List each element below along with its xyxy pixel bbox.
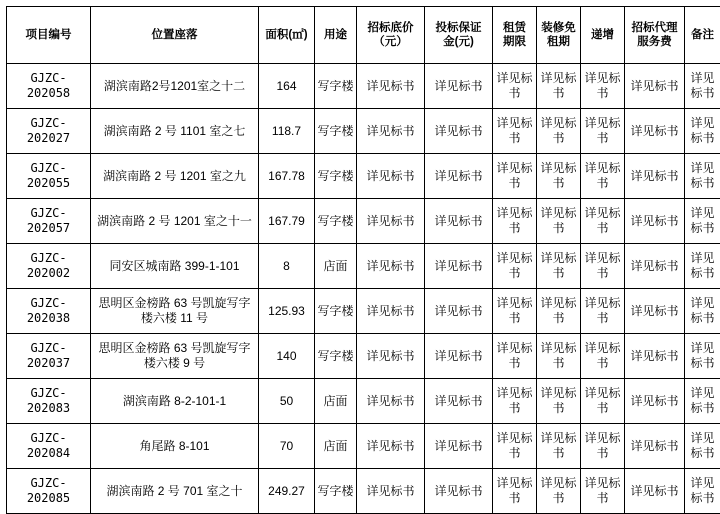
cell-deposit: 详见标书	[425, 334, 493, 379]
cell-lease-term: 详见标书	[493, 424, 537, 469]
cell-increase: 详见标书	[581, 424, 625, 469]
column-header-remark	[685, 7, 720, 64]
table-row	[7, 334, 720, 379]
table-row	[7, 424, 720, 469]
cell-remark: 详见标书	[685, 109, 720, 154]
cell-project-code: GJZC-202058	[7, 64, 91, 109]
cell-lease-term: 详见标书	[493, 154, 537, 199]
cell-increase: 详见标书	[581, 154, 625, 199]
header-line: 用途	[324, 29, 347, 41]
cell-area: 70	[259, 424, 315, 469]
cell-deposit: 详见标书	[425, 199, 493, 244]
cell-agency-fee: 详见标书	[625, 469, 685, 514]
cell-deposit: 详见标书	[425, 379, 493, 424]
cell-free-rent: 详见标书	[537, 469, 581, 514]
cell-lease-term: 详见标书	[493, 109, 537, 154]
cell-location: 同安区城南路 399-1-101	[91, 244, 259, 289]
cell-remark: 详见标书	[685, 154, 720, 199]
column-header-base-price	[357, 7, 425, 64]
cell-remark: 详见标书	[685, 379, 720, 424]
column-header-lease-term	[493, 7, 537, 64]
cell-usage: 写字楼	[315, 199, 357, 244]
cell-agency-fee: 详见标书	[625, 154, 685, 199]
cell-base-price: 详见标书	[357, 154, 425, 199]
cell-free-rent: 详见标书	[537, 109, 581, 154]
header-line: （元）	[373, 36, 408, 48]
header-line: 备注	[691, 29, 714, 41]
cell-area: 125.93	[259, 289, 315, 334]
column-header-agency-fee	[625, 7, 685, 64]
cell-agency-fee: 详见标书	[625, 64, 685, 109]
header-line: 招标底价	[368, 22, 414, 34]
cell-deposit: 详见标书	[425, 469, 493, 514]
cell-area: 118.7	[259, 109, 315, 154]
cell-remark: 详见标书	[685, 244, 720, 289]
cell-project-code: GJZC-202083	[7, 379, 91, 424]
cell-area: 8	[259, 244, 315, 289]
cell-usage: 店面	[315, 379, 357, 424]
cell-increase: 详见标书	[581, 289, 625, 334]
table-row	[7, 64, 720, 109]
cell-free-rent: 详见标书	[537, 334, 581, 379]
table-row	[7, 199, 720, 244]
cell-free-rent: 详见标书	[537, 244, 581, 289]
cell-base-price: 详见标书	[357, 334, 425, 379]
cell-area: 167.78	[259, 154, 315, 199]
column-header-deposit	[425, 7, 493, 64]
column-header-increase	[581, 7, 625, 64]
cell-deposit: 详见标书	[425, 289, 493, 334]
cell-area: 167.79	[259, 199, 315, 244]
cell-location: 湖滨南路 2 号 1201 室之十一	[91, 199, 259, 244]
cell-free-rent: 详见标书	[537, 379, 581, 424]
cell-usage: 写字楼	[315, 64, 357, 109]
cell-remark: 详见标书	[685, 469, 720, 514]
cell-lease-term: 详见标书	[493, 334, 537, 379]
table-body	[7, 64, 720, 514]
cell-agency-fee: 详见标书	[625, 379, 685, 424]
column-header-free-rent	[537, 7, 581, 64]
cell-base-price: 详见标书	[357, 469, 425, 514]
cell-remark: 详见标书	[685, 289, 720, 334]
cell-increase: 详见标书	[581, 64, 625, 109]
cell-lease-term: 详见标书	[493, 379, 537, 424]
cell-agency-fee: 详见标书	[625, 109, 685, 154]
cell-remark: 详见标书	[685, 424, 720, 469]
cell-increase: 详见标书	[581, 334, 625, 379]
cell-deposit: 详见标书	[425, 424, 493, 469]
cell-base-price: 详见标书	[357, 424, 425, 469]
cell-usage: 写字楼	[315, 289, 357, 334]
cell-usage: 写字楼	[315, 154, 357, 199]
cell-deposit: 详见标书	[425, 154, 493, 199]
header-line: 租赁	[503, 22, 526, 34]
header-line: 项目编号	[26, 29, 72, 41]
table-header	[7, 7, 720, 64]
column-header-area	[259, 7, 315, 64]
cell-area: 50	[259, 379, 315, 424]
cell-area: 164	[259, 64, 315, 109]
cell-location: 湖滨南路 8-2-101-1	[91, 379, 259, 424]
header-line: 递增	[591, 29, 614, 41]
header-line: 服务费	[637, 36, 672, 48]
cell-location: 湖滨南路 2 号 1201 室之九	[91, 154, 259, 199]
column-header-usage	[315, 7, 357, 64]
header-line: 投标保证	[436, 22, 482, 34]
table-row	[7, 244, 720, 289]
cell-location: 角尾路 8-101	[91, 424, 259, 469]
cell-location: 思明区金榜路 63 号凯旋写字楼六楼 9 号	[91, 334, 259, 379]
cell-increase: 详见标书	[581, 379, 625, 424]
table-row	[7, 289, 720, 334]
cell-increase: 详见标书	[581, 199, 625, 244]
cell-deposit: 详见标书	[425, 64, 493, 109]
cell-project-code: GJZC-202057	[7, 199, 91, 244]
table-row	[7, 469, 720, 514]
cell-usage: 写字楼	[315, 469, 357, 514]
cell-area: 140	[259, 334, 315, 379]
cell-location: 思明区金榜路 63 号凯旋写字楼六楼 11 号	[91, 289, 259, 334]
cell-free-rent: 详见标书	[537, 289, 581, 334]
cell-lease-term: 详见标书	[493, 244, 537, 289]
cell-project-code: GJZC-202038	[7, 289, 91, 334]
cell-base-price: 详见标书	[357, 199, 425, 244]
cell-increase: 详见标书	[581, 469, 625, 514]
table-row	[7, 379, 720, 424]
cell-location: 湖滨南路 2 号 701 室之十	[91, 469, 259, 514]
column-header-location	[91, 7, 259, 64]
cell-project-code: GJZC-202037	[7, 334, 91, 379]
cell-free-rent: 详见标书	[537, 154, 581, 199]
header-line: 租期	[547, 36, 570, 48]
cell-usage: 写字楼	[315, 334, 357, 379]
cell-project-code: GJZC-202055	[7, 154, 91, 199]
header-line: 招标代理	[632, 22, 678, 34]
cell-location: 湖滨南路 2 号 1101 室之七	[91, 109, 259, 154]
cell-base-price: 详见标书	[357, 289, 425, 334]
cell-project-code: GJZC-202002	[7, 244, 91, 289]
cell-lease-term: 详见标书	[493, 289, 537, 334]
cell-base-price: 详见标书	[357, 244, 425, 289]
column-header-project-code	[7, 7, 91, 64]
cell-free-rent: 详见标书	[537, 199, 581, 244]
cell-base-price: 详见标书	[357, 109, 425, 154]
cell-lease-term: 详见标书	[493, 199, 537, 244]
cell-increase: 详见标书	[581, 109, 625, 154]
cell-agency-fee: 详见标书	[625, 244, 685, 289]
cell-deposit: 详见标书	[425, 244, 493, 289]
header-line: 面积(㎡)	[265, 29, 307, 41]
cell-lease-term: 详见标书	[493, 64, 537, 109]
cell-agency-fee: 详见标书	[625, 199, 685, 244]
table-row	[7, 154, 720, 199]
cell-base-price: 详见标书	[357, 379, 425, 424]
table-row	[7, 109, 720, 154]
header-line: 位置座落	[152, 29, 198, 41]
header-line: 金(元)	[443, 36, 474, 48]
table-header-row	[7, 7, 720, 64]
cell-agency-fee: 详见标书	[625, 424, 685, 469]
cell-area: 249.27	[259, 469, 315, 514]
cell-remark: 详见标书	[685, 199, 720, 244]
cell-base-price: 详见标书	[357, 64, 425, 109]
property-listing-table	[6, 6, 720, 514]
cell-agency-fee: 详见标书	[625, 289, 685, 334]
cell-location: 湖滨南路2号1201室之十二	[91, 64, 259, 109]
cell-free-rent: 详见标书	[537, 64, 581, 109]
cell-agency-fee: 详见标书	[625, 334, 685, 379]
cell-project-code: GJZC-202027	[7, 109, 91, 154]
cell-usage: 写字楼	[315, 109, 357, 154]
header-line: 装修免	[541, 22, 576, 34]
header-line: 期限	[503, 36, 526, 48]
cell-remark: 详见标书	[685, 334, 720, 379]
cell-usage: 店面	[315, 244, 357, 289]
cell-increase: 详见标书	[581, 244, 625, 289]
cell-project-code: GJZC-202085	[7, 469, 91, 514]
cell-free-rent: 详见标书	[537, 424, 581, 469]
cell-project-code: GJZC-202084	[7, 424, 91, 469]
cell-usage: 店面	[315, 424, 357, 469]
cell-deposit: 详见标书	[425, 109, 493, 154]
cell-remark: 详见标书	[685, 64, 720, 109]
cell-lease-term: 详见标书	[493, 469, 537, 514]
